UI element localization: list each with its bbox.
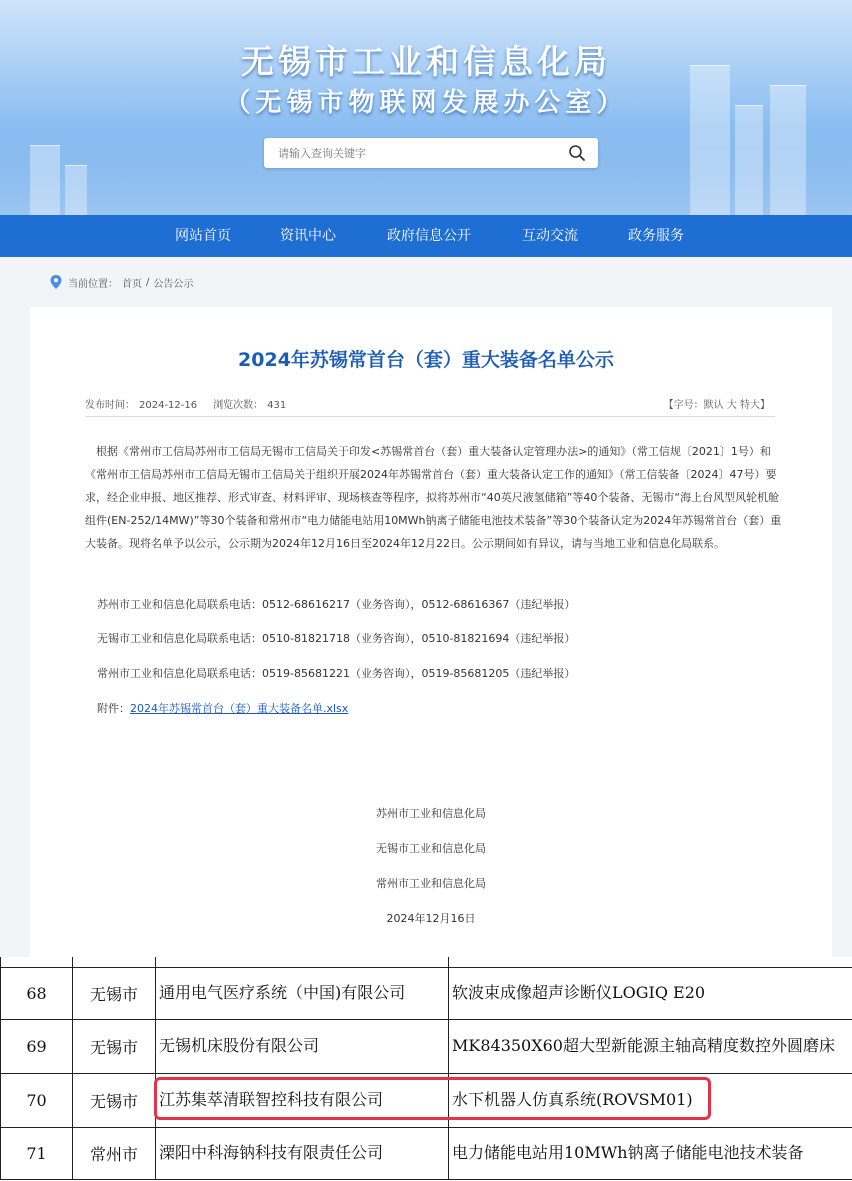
search-box	[264, 138, 598, 168]
publish-date: 2024-12-16	[139, 400, 198, 411]
row-city: 无锡市	[73, 1073, 156, 1127]
nav-item-gov-info[interactable]: 政府信息公开	[387, 228, 471, 244]
breadcrumb-separator: /	[146, 276, 150, 288]
divider	[85, 416, 775, 417]
row-company: 江苏集萃清联智控科技有限公司	[156, 1073, 449, 1127]
site-subtitle: （无锡市物联网发展办公室）	[224, 88, 628, 118]
publish-label: 发布时间：	[85, 400, 135, 411]
attachment	[97, 700, 348, 716]
signature-changzhou: 常州市工业和信息化局	[376, 877, 486, 890]
row-city: 常州市	[73, 1127, 156, 1179]
location-pin-icon	[50, 275, 62, 289]
views-label: 浏览次数：	[213, 400, 264, 411]
nav-item-services[interactable]: 政务服务	[628, 228, 684, 244]
breadcrumb	[50, 275, 197, 289]
breadcrumb-home[interactable]: 首页	[122, 278, 142, 290]
header-banner	[0, 0, 852, 215]
equipment-table	[0, 957, 852, 1181]
font-size-controls[interactable]: 【字号：默认 大 特大】	[663, 400, 770, 411]
table-row	[1, 957, 852, 967]
row-number: 68	[1, 967, 73, 1019]
row-equipment: MK84350X60超大型新能源主轴高精度数控外圆磨床	[449, 1019, 852, 1073]
article-body	[85, 440, 785, 555]
nav-item-news[interactable]: 资讯中心	[280, 228, 336, 244]
nav-item-home[interactable]: 网站首页	[175, 228, 231, 244]
search-input[interactable]	[264, 138, 554, 168]
article-title: 2024年苏锡常首台（套）重大装备名单公示	[238, 349, 614, 371]
row-city: 无锡市	[73, 967, 156, 1019]
signature-wuxi: 无锡市工业和信息化局	[376, 842, 486, 855]
row-company: 无锡机床股份有限公司	[156, 1019, 449, 1073]
highlight-box	[154, 1077, 711, 1120]
site-title: 无锡市工业和信息化局	[241, 42, 611, 81]
row-equipment: 电力储能电站用10MWh钠离子储能电池技术装备	[449, 1127, 852, 1179]
views-count: 431	[267, 400, 287, 411]
article-paragraph: 根据《常州市工信局苏州市工信局无锡市工信局关于印发<苏锡常首台（套）重大装备认定管理办法>的通知》（常工信规〔2021〕1号）和《常州市工信局苏州市工信局无锡市工信局关于组织开展2024年苏锡常首台（套）重大装备认定工作的通知》（常工信装备〔2024〕47号）要求，经企业申报、地区推荐、形式审查、材料评审、现场核查等程序，拟将苏州市“40英尺液氢储箱”等40个装备、无锡市“海上台风型风轮机舱组件(EN-252/14MW)”等30个装备和常州市“电力储能电站用10MWh钠离子储能电池技术装备”等30个装备认定为2024年苏锡常首台（套）重大装备。现将名单予以公示，公示期为2024年12月16日至2024年12月22日。公示期间如有异议，请与当地工业和信息化局联系。	[85, 445, 782, 550]
row-company: 溧阳中科海钠科技有限责任公司	[156, 1127, 449, 1179]
breadcrumb-label: 当前位置：	[68, 278, 118, 290]
contact-suzhou: 苏州市工业和信息化局联系电话：0512-68616217（业务咨询），0512-68616367（违纪举报）	[97, 598, 576, 611]
table-row	[1, 1019, 852, 1073]
contact-wuxi: 无锡市工业和信息化局联系电话：0510-81821718（业务咨询），0510-81821694（违纪举报）	[97, 632, 576, 645]
main-nav	[0, 215, 852, 257]
contact-changzhou: 常州市工业和信息化局联系电话：0519-85681221（业务咨询），0519-85681205（违纪举报）	[97, 667, 576, 680]
row-city: 无锡市	[73, 1019, 156, 1073]
row-number: 70	[1, 1073, 73, 1127]
breadcrumb-current[interactable]: 公告公示	[153, 278, 194, 290]
attachment-link[interactable]: 2024年苏锡常首台（套）重大装备名单.xlsx	[130, 702, 349, 715]
signature-suzhou: 苏州市工业和信息化局	[376, 807, 486, 820]
search-icon[interactable]	[568, 144, 586, 162]
table-row	[1, 1127, 852, 1179]
attachment-label: 附件：	[97, 702, 130, 715]
row-equipment: 水下机器人仿真系统(ROVSM01)	[449, 1073, 852, 1127]
row-equipment: 软波束成像超声诊断仪LOGIQ E20	[449, 967, 852, 1019]
signature-date: 2024年12月16日	[386, 912, 476, 925]
nav-item-interaction[interactable]: 互动交流	[522, 228, 578, 244]
table-row	[1, 967, 852, 1019]
row-number: 69	[1, 1019, 73, 1073]
row-company: 通用电气医疗系统（中国)有限公司	[156, 967, 449, 1019]
row-number: 71	[1, 1127, 73, 1179]
article-meta	[85, 396, 290, 411]
